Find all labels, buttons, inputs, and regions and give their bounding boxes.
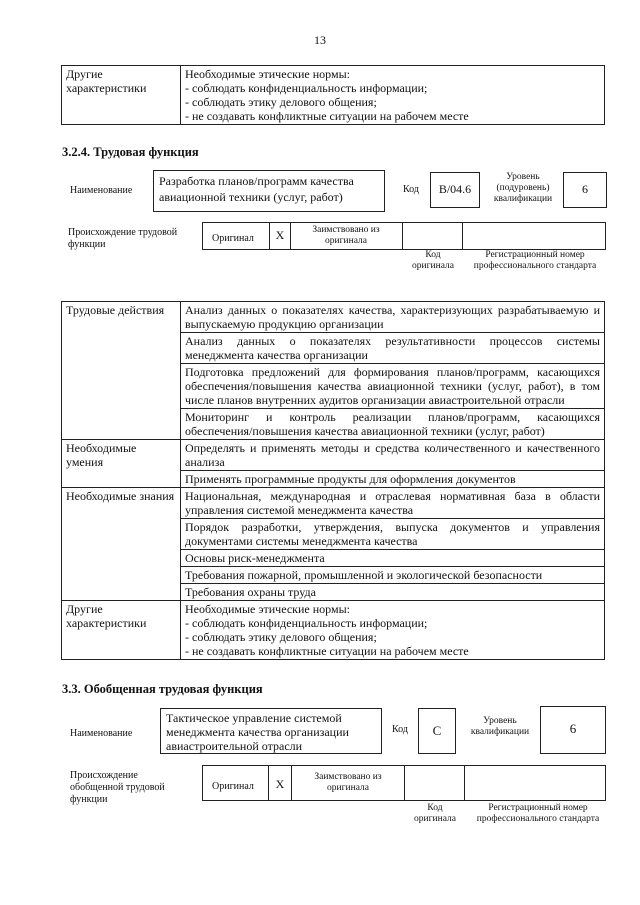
top-other-lines bbox=[181, 66, 605, 125]
top-other-line: - соблюдать конфиденциальность информации; bbox=[185, 81, 428, 95]
action-item: Подготовка предложений для формирования планов/программ, касающихся обеспечения/повышения качества авиационной техники (услуг, работ), в том числе планов внутренних аудитов организации авиастроительной отрасли bbox=[181, 364, 605, 409]
skill-item: Применять программные продукты для оформления документов bbox=[181, 471, 605, 488]
actions-label: Трудовые действия bbox=[62, 302, 181, 440]
top-other-line: Необходимые этические нормы: bbox=[185, 67, 350, 81]
other-lines bbox=[181, 601, 605, 660]
section-33-original-mark: X bbox=[268, 765, 292, 801]
action-item: Мониторинг и контроль реализации планов/программ, касающихся обеспечения/повышения качества авиационной техники (услуг, работ) bbox=[181, 409, 605, 440]
page-number: 13 bbox=[314, 33, 326, 47]
section-33-name-value: Тактическое управление системой менеджмента качества организации авиастроительной отрасли bbox=[160, 708, 382, 754]
skills-label: Необходимые умения bbox=[62, 440, 181, 488]
knowledge-item: Требования охраны труда bbox=[181, 584, 605, 601]
section-324-name-label: Наименование bbox=[70, 185, 133, 196]
other-line: - соблюдать конфиденциальность информации; bbox=[185, 616, 428, 630]
other-line: - соблюдать этику делового общения; bbox=[185, 630, 377, 644]
section-324-code-orig-label: Код оригинала bbox=[412, 250, 454, 271]
knowledge-item: Требования пожарной, промышленной и экологической безопасности bbox=[181, 567, 605, 584]
knowledge-item: Национальная, международная и отраслевая нормативная база в области управления системой менеджмента качества bbox=[181, 488, 605, 519]
other-line: - не создавать конфликтные ситуации на рабочем месте bbox=[185, 644, 469, 658]
action-item: Анализ данных о показателях качества, характеризующих разрабатываемую и выпускаемую продукцию организации bbox=[181, 302, 605, 333]
labor-function-table bbox=[61, 301, 605, 660]
section-324-original-mark: X bbox=[269, 222, 291, 250]
section-33-name-label: Наименование bbox=[70, 728, 133, 739]
section-33-code-value: C bbox=[418, 708, 456, 754]
knowledge-item: Основы риск-менеджмента bbox=[181, 550, 605, 567]
section-324-origin-label: Происхождение трудовой функции bbox=[68, 227, 178, 250]
section-33-code-label: Код bbox=[392, 724, 408, 735]
knowledge-item: Порядок разработки, утверждения, выпуска документов и управления документами системы менеджмента качества bbox=[181, 519, 605, 550]
section-324-heading: 3.2.4. Трудовая функция bbox=[62, 145, 199, 159]
top-other-characteristics-table bbox=[61, 65, 605, 125]
other-label: Другие характеристики bbox=[62, 601, 181, 660]
section-324-borrowed-label: Заимствовано из оригинала bbox=[312, 225, 380, 246]
skill-item: Определять и применять методы и средства количественного и качественного анализа bbox=[181, 440, 605, 471]
section-324-reg-number-label: Регистрационный номер профессионального стандарта bbox=[473, 250, 597, 271]
other-line: Необходимые этические нормы: bbox=[185, 602, 350, 616]
section-324-code-value: B/04.6 bbox=[430, 172, 480, 208]
section-324-origin-grid bbox=[202, 222, 606, 250]
section-33-heading: 3.3. Обобщенная трудовая функция bbox=[62, 682, 263, 696]
knowledge-label: Необходимые знания bbox=[62, 488, 181, 601]
section-33-original-label: Оригинал bbox=[212, 781, 254, 792]
top-other-label: Другие характеристики bbox=[62, 66, 181, 125]
action-item: Анализ данных о показателях результативности процессов системы менеджмента качества организации bbox=[181, 333, 605, 364]
section-33-level-label: Уровень квалификации bbox=[470, 716, 530, 737]
top-other-line: - соблюдать этику делового общения; bbox=[185, 95, 377, 109]
section-33-level-value: 6 bbox=[540, 706, 606, 754]
section-33-origin-label: Происхождение обобщенной трудовой функции bbox=[70, 770, 165, 805]
section-33-borrowed-label: Заимствовано из оригинала bbox=[314, 772, 382, 793]
section-324-code-label: Код bbox=[403, 184, 419, 195]
top-other-line: - не создавать конфликтные ситуации на рабочем месте bbox=[185, 109, 469, 123]
section-324-name-value: Разработка планов/программ качества авиационной техники (услуг, работ) bbox=[153, 170, 385, 212]
section-33-reg-number-label: Регистрационный номер профессионального стандарта bbox=[476, 803, 600, 824]
section-324-level-label: Уровень (подуровень) квалификации bbox=[493, 172, 553, 204]
section-33-code-orig-label: Код оригинала bbox=[414, 803, 456, 824]
section-324-level-value: 6 bbox=[563, 172, 607, 208]
section-324-original-label: Оригинал bbox=[212, 233, 254, 244]
